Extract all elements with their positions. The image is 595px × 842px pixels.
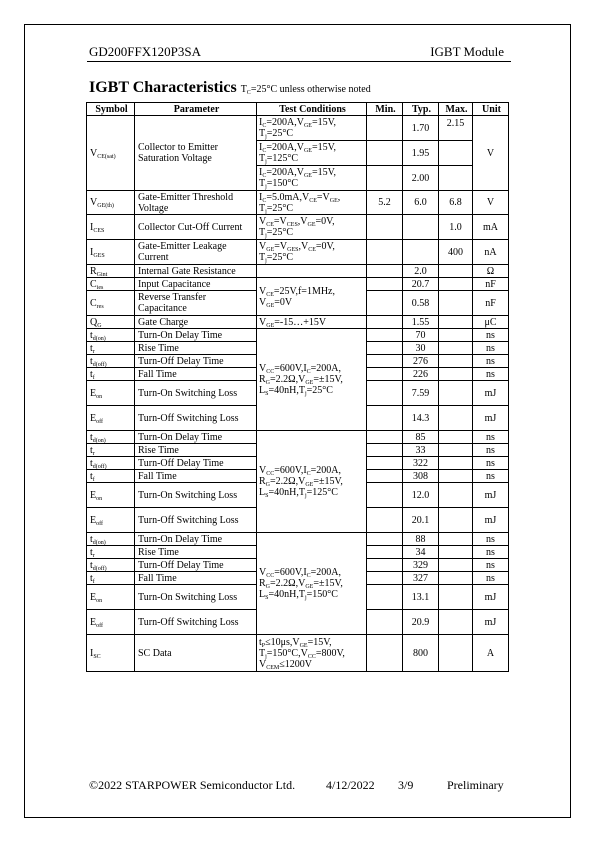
min-cell xyxy=(367,166,403,191)
section-condition: $T_C=25^\circ C$ unless otherwise noted xyxy=(240,84,371,96)
parameter-cell: Turn-On Delay Time xyxy=(135,533,257,546)
typ-cell: 70 xyxy=(403,329,439,342)
min-cell xyxy=(367,457,403,470)
symbol-cell: $t_f$ xyxy=(87,470,135,483)
min-cell xyxy=(367,470,403,483)
symbol-cell: $Q_G$ xyxy=(87,316,135,329)
min-cell xyxy=(367,406,403,431)
parameter-cell: Rise Time xyxy=(135,342,257,355)
unit-cell: ns xyxy=(473,533,509,546)
typ-cell xyxy=(403,215,439,240)
max-cell xyxy=(439,166,473,191)
unit-cell: V xyxy=(473,191,509,215)
typ-cell: 14.3 xyxy=(403,406,439,431)
parameter-cell: Turn-Off Switching Loss xyxy=(135,610,257,635)
unit-cell: ns xyxy=(473,559,509,572)
condition-cell: $V_{CC}=600V,I_C=200A$, $R_G=2.2\Omega,V_{GE}=\pm 15V$, $L_S=40nH,T_j=125^\circ C$ xyxy=(257,431,367,533)
max-cell: 400 xyxy=(439,240,473,265)
typ-cell: 13.1 xyxy=(403,585,439,610)
symbol-cell: $t_{d(off)}$ xyxy=(87,457,135,470)
unit-cell: nA xyxy=(473,240,509,265)
parameter-cell: Turn-Off Delay Time xyxy=(135,355,257,368)
table-row xyxy=(87,265,509,278)
table-row xyxy=(87,278,509,291)
parameter-cell: Turn-On Delay Time xyxy=(135,329,257,342)
min-cell xyxy=(367,355,403,368)
max-cell xyxy=(439,278,473,291)
footer-copyright: ©2022 STARPOWER Semiconductor Ltd. xyxy=(89,778,296,792)
min-cell xyxy=(367,342,403,355)
section-title: IGBT Characteristics xyxy=(89,79,237,96)
typ-cell: 2.00 xyxy=(403,166,439,191)
max-cell xyxy=(439,355,473,368)
typ-cell: 1.70 xyxy=(403,116,439,141)
symbol-cell: $E_{on}$ xyxy=(87,381,135,406)
symbol-cell: $C_{res}$ xyxy=(87,291,135,316)
footer-date: 4/12/2022 xyxy=(326,778,375,792)
unit-cell: Ω xyxy=(473,265,509,278)
symbol-cell: $C_{ies}$ xyxy=(87,278,135,291)
min-cell xyxy=(367,635,403,672)
unit-cell: mA xyxy=(473,215,509,240)
table-row xyxy=(87,316,509,329)
min-cell xyxy=(367,483,403,508)
max-cell xyxy=(439,470,473,483)
max-cell xyxy=(439,483,473,508)
parameter-cell: Gate Charge xyxy=(135,316,257,329)
symbol-cell: $t_f$ xyxy=(87,572,135,585)
min-cell xyxy=(367,572,403,585)
min-cell xyxy=(367,508,403,533)
typ-cell: 0.58 xyxy=(403,291,439,316)
switching-section xyxy=(87,329,509,635)
parameter-cell: Reverse Transfer Capacitance xyxy=(135,291,257,316)
typ-cell: 20.7 xyxy=(403,278,439,291)
typ-cell: 20.9 xyxy=(403,610,439,635)
typ-cell: 6.0 xyxy=(403,191,439,215)
table-row xyxy=(87,240,509,265)
unit-cell: μC xyxy=(473,316,509,329)
parameter-cell: Fall Time xyxy=(135,572,257,585)
max-cell xyxy=(439,610,473,635)
footer-page-number: 3/9 xyxy=(398,778,414,792)
condition-cell: $V_{GE}=V_{GES},V_{CE}=0V$, $T_j=25^\circ C$ xyxy=(257,240,367,265)
max-cell xyxy=(439,533,473,546)
max-cell xyxy=(439,444,473,457)
symbol-cell: $t_{d(off)}$ xyxy=(87,355,135,368)
col-test-conditions: Test Conditions xyxy=(257,103,367,116)
min-cell xyxy=(367,278,403,291)
parameter-cell: Turn-On Switching Loss xyxy=(135,381,257,406)
typ-cell: 30 xyxy=(403,342,439,355)
max-cell xyxy=(439,635,473,672)
typ-cell: 329 xyxy=(403,559,439,572)
unit-cell: mJ xyxy=(473,406,509,431)
max-cell xyxy=(439,546,473,559)
condition-cell xyxy=(257,265,367,278)
symbol-cell: $t_r$ xyxy=(87,546,135,559)
min-cell xyxy=(367,533,403,546)
parameter-cell: Internal Gate Resistance xyxy=(135,265,257,278)
symbol-cell: $t_f$ xyxy=(87,368,135,381)
unit-cell: mJ xyxy=(473,381,509,406)
max-cell xyxy=(439,265,473,278)
min-cell xyxy=(367,316,403,329)
symbol-cell: $E_{off}$ xyxy=(87,406,135,431)
typ-cell: 20.1 xyxy=(403,508,439,533)
symbol-cell: $I_{CES}$ xyxy=(87,215,135,240)
unit-cell: mJ xyxy=(473,508,509,533)
unit-cell: nF xyxy=(473,291,509,316)
parameter-cell: Collector Cut-Off Current xyxy=(135,215,257,240)
igbt-characteristics-table xyxy=(86,102,509,672)
header-rule xyxy=(87,61,511,62)
typ-cell xyxy=(403,240,439,265)
unit-cell: mJ xyxy=(473,610,509,635)
min-cell xyxy=(367,585,403,610)
symbol-cell: $E_{off}$ xyxy=(87,508,135,533)
table-row xyxy=(87,116,509,141)
typ-cell: 1.95 xyxy=(403,141,439,166)
min-cell: 5.2 xyxy=(367,191,403,215)
typ-cell: 226 xyxy=(403,368,439,381)
unit-cell: ns xyxy=(473,546,509,559)
parameter-cell: Gate-Emitter Threshold Voltage xyxy=(135,191,257,215)
min-cell xyxy=(367,141,403,166)
unit-cell: mJ xyxy=(473,483,509,508)
condition-cell: $V_{CC}=600V,I_C=200A$, $R_G=2.2\Omega,V_{GE}=\pm 15V$, $L_S=40nH,T_j=150^\circ C$ xyxy=(257,533,367,635)
symbol-cell: $t_r$ xyxy=(87,444,135,457)
table-row xyxy=(87,431,509,444)
min-cell xyxy=(367,329,403,342)
min-cell xyxy=(367,431,403,444)
part-number: GD200FFX120P3SA xyxy=(89,44,201,59)
col-symbol: Symbol xyxy=(87,103,135,116)
min-cell xyxy=(367,546,403,559)
table-header-row xyxy=(87,103,509,116)
symbol-cell: $t_{d(on)}$ xyxy=(87,533,135,546)
unit-cell: nF xyxy=(473,278,509,291)
typ-cell: 88 xyxy=(403,533,439,546)
parameter-cell: Turn-On Delay Time xyxy=(135,431,257,444)
min-cell xyxy=(367,381,403,406)
condition-cell: $I_C=200A,V_{GE}=15V$, $T_j=125^\circ C$ xyxy=(257,141,367,166)
col-unit: Unit xyxy=(473,103,509,116)
symbol-cell: $E_{on}$ xyxy=(87,483,135,508)
unit-cell: ns xyxy=(473,329,509,342)
symbol-cell: $V_{GE(th)}$ xyxy=(87,191,135,215)
col-max: Max. xyxy=(439,103,473,116)
max-cell xyxy=(439,572,473,585)
min-cell xyxy=(367,610,403,635)
parameter-cell: Collector to Emitter Saturation Voltage xyxy=(135,116,257,191)
parameter-cell: Turn-Off Delay Time xyxy=(135,457,257,470)
symbol-cell: $I_{SC}$ xyxy=(87,635,135,672)
max-cell xyxy=(439,342,473,355)
max-cell xyxy=(439,141,473,166)
max-cell xyxy=(439,585,473,610)
parameter-cell: Fall Time xyxy=(135,470,257,483)
parameter-cell: Turn-Off Switching Loss xyxy=(135,406,257,431)
max-cell: 1.0 xyxy=(439,215,473,240)
min-cell xyxy=(367,291,403,316)
unit-cell: ns xyxy=(473,444,509,457)
table-row xyxy=(87,215,509,240)
condition-cell: $V_{CE}=V_{CES},V_{GE}=0V$, $T_j=25^\circ C$ xyxy=(257,215,367,240)
typ-cell: 322 xyxy=(403,457,439,470)
col-typ: Typ. xyxy=(403,103,439,116)
typ-cell: 800 xyxy=(403,635,439,672)
unit-cell: ns xyxy=(473,368,509,381)
condition-cell: $I_C=5.0mA,V_{CE}=V_{GE}$, $T_j=25^\circ C$ xyxy=(257,191,367,215)
unit-cell: ns xyxy=(473,572,509,585)
max-cell xyxy=(439,381,473,406)
condition-cell: $t_P\le 10\mu s,V_{GE}=15V$, $T_j=150^\circ C,V_{CC}=800V$, $V_{CEM}\le 1200V$ xyxy=(257,635,367,672)
typ-cell: 276 xyxy=(403,355,439,368)
max-cell xyxy=(439,406,473,431)
table-row xyxy=(87,533,509,546)
typ-cell: 33 xyxy=(403,444,439,457)
max-cell: 6.8 xyxy=(439,191,473,215)
min-cell xyxy=(367,240,403,265)
unit-cell: V xyxy=(473,116,509,191)
max-cell xyxy=(439,291,473,316)
condition-cell: $V_{CC}=600V,I_C=200A$, $R_G=2.2\Omega,V_{GE}=\pm 15V$, $L_S=40nH,T_j=25^\circ C$ xyxy=(257,329,367,431)
typ-cell: 327 xyxy=(403,572,439,585)
max-cell xyxy=(439,316,473,329)
unit-cell: ns xyxy=(473,342,509,355)
parameter-cell: SC Data xyxy=(135,635,257,672)
typ-cell: 85 xyxy=(403,431,439,444)
condition-cell: $V_{GE}=-15\dots+15V$ xyxy=(257,316,367,329)
parameter-cell: Turn-On Switching Loss xyxy=(135,585,257,610)
parameter-cell: Input Capacitance xyxy=(135,278,257,291)
symbol-cell: $E_{off}$ xyxy=(87,610,135,635)
parameter-cell: Fall Time xyxy=(135,368,257,381)
symbol-cell: $t_{d(on)}$ xyxy=(87,329,135,342)
max-cell xyxy=(439,457,473,470)
min-cell xyxy=(367,215,403,240)
unit-cell: mJ xyxy=(473,585,509,610)
parameter-cell: Gate-Emitter Leakage Current xyxy=(135,240,257,265)
max-cell xyxy=(439,368,473,381)
table-row xyxy=(87,191,509,215)
condition-cell: $I_C=200A,V_{GE}=15V$, $T_j=25^\circ C$ xyxy=(257,116,367,141)
symbol-cell: $R_{Gint}$ xyxy=(87,265,135,278)
condition-cell: $V_{CE}=25V,f=1MHz$, $V_{GE}=0V$ xyxy=(257,278,367,316)
unit-cell: A xyxy=(473,635,509,672)
symbol-cell: $t_{d(on)}$ xyxy=(87,431,135,444)
typ-cell: 7.59 xyxy=(403,381,439,406)
section-title-block xyxy=(89,79,371,97)
col-parameter: Parameter xyxy=(135,103,257,116)
typ-cell: 12.0 xyxy=(403,483,439,508)
footer-status: Preliminary xyxy=(447,778,504,792)
min-cell xyxy=(367,368,403,381)
unit-cell: ns xyxy=(473,457,509,470)
parameter-cell: Turn-Off Delay Time xyxy=(135,559,257,572)
typ-cell: 34 xyxy=(403,546,439,559)
symbol-cell: $V_{CE(sat)}$ xyxy=(87,116,135,191)
typ-cell: 1.55 xyxy=(403,316,439,329)
table-row xyxy=(87,635,509,672)
unit-cell: ns xyxy=(473,470,509,483)
typ-cell: 308 xyxy=(403,470,439,483)
module-type: IGBT Module xyxy=(430,44,504,59)
parameter-cell: Turn-On Switching Loss xyxy=(135,483,257,508)
max-cell xyxy=(439,329,473,342)
typ-cell: 2.0 xyxy=(403,265,439,278)
max-cell: 2.15 xyxy=(439,116,473,141)
max-cell xyxy=(439,431,473,444)
symbol-cell: $t_r$ xyxy=(87,342,135,355)
parameter-cell: Rise Time xyxy=(135,546,257,559)
symbol-cell: $E_{on}$ xyxy=(87,585,135,610)
parameter-cell: Turn-Off Switching Loss xyxy=(135,508,257,533)
symbol-cell: $I_{GES}$ xyxy=(87,240,135,265)
col-min: Min. xyxy=(367,103,403,116)
symbol-cell: $t_{d(off)}$ xyxy=(87,559,135,572)
max-cell xyxy=(439,508,473,533)
table-row xyxy=(87,329,509,342)
unit-cell: ns xyxy=(473,355,509,368)
unit-cell: ns xyxy=(473,431,509,444)
min-cell xyxy=(367,265,403,278)
max-cell xyxy=(439,559,473,572)
min-cell xyxy=(367,116,403,141)
parameter-cell: Rise Time xyxy=(135,444,257,457)
min-cell xyxy=(367,559,403,572)
min-cell xyxy=(367,444,403,457)
condition-cell: $I_C=200A,V_{GE}=15V$, $T_j=150^\circ C$ xyxy=(257,166,367,191)
